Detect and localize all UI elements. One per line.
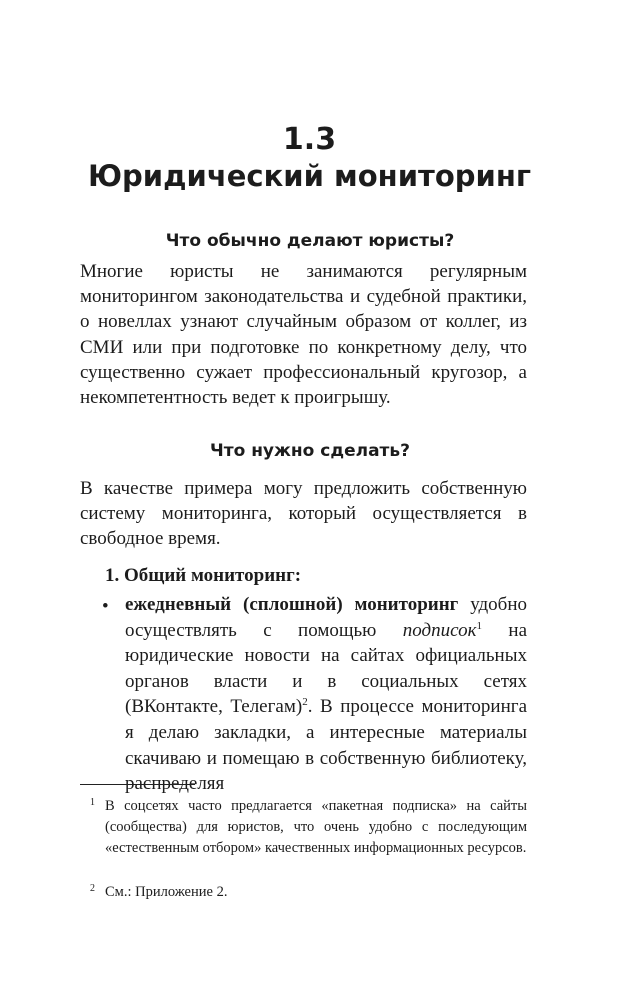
footnote-divider — [80, 784, 195, 785]
bullet-text-part2: на юридические новости на сайтах официальных органов власти и в социальных сетях (ВКонтакте, Телегам) — [125, 619, 527, 718]
chapter-title: Юридический мониторинг — [87, 159, 532, 193]
chapter-number: 1.3 — [282, 122, 337, 157]
footnote-text-1: В соцсетях часто предлагается «пакетная подписка» на сайты (сообщества) для юристов, что очень удобно с последующим «естественным отбором» качественных информационных ресурсов. — [105, 798, 527, 856]
list-heading: 1. Общий мониторинг: — [105, 565, 302, 586]
section-paragraph-1: Многие юристы не занимаются регулярным мониторингом законодательства и судебной практики, о новеллах узнают случайным образом от коллег, из СМИ или при подготовке по конкретному делу, что существенно сужает профессиональный кругозор, а некомпетентность ведет к проигрышу. — [80, 261, 527, 409]
footnote-1 — [80, 796, 527, 859]
bullet-item — [125, 592, 527, 797]
bullet-text-part1: удобно осуществлять с помощью — [125, 594, 527, 641]
bullet-text-part3: . В процессе мониторинга я делаю закладки, а интересные материалы скачиваю и помещаю в собственную библиотеку, распределяя — [125, 696, 527, 795]
footnote-number-2: 2 — [90, 883, 95, 894]
bullet-marker: • — [102, 596, 109, 617]
footnote-number-1: 1 — [90, 797, 95, 808]
footnote-2 — [80, 882, 527, 903]
section-paragraph-2: В качестве примера могу предложить собственную систему мониторинга, который осуществляется в свободное время. — [80, 478, 527, 550]
footnote-ref-2[interactable]: 2 — [302, 696, 308, 709]
section-heading-1: Что обычно делают юристы? — [165, 231, 455, 251]
bullet-bold-lead: ежедневный (сплошной) мониторинг — [125, 594, 459, 615]
section-heading-2: Что нужно сделать? — [210, 441, 410, 461]
footnote-text-2: См.: Приложение 2. — [105, 884, 228, 900]
bullet-italic-term: подписок — [402, 619, 477, 641]
footnote-ref-1[interactable]: 1 — [476, 619, 482, 632]
